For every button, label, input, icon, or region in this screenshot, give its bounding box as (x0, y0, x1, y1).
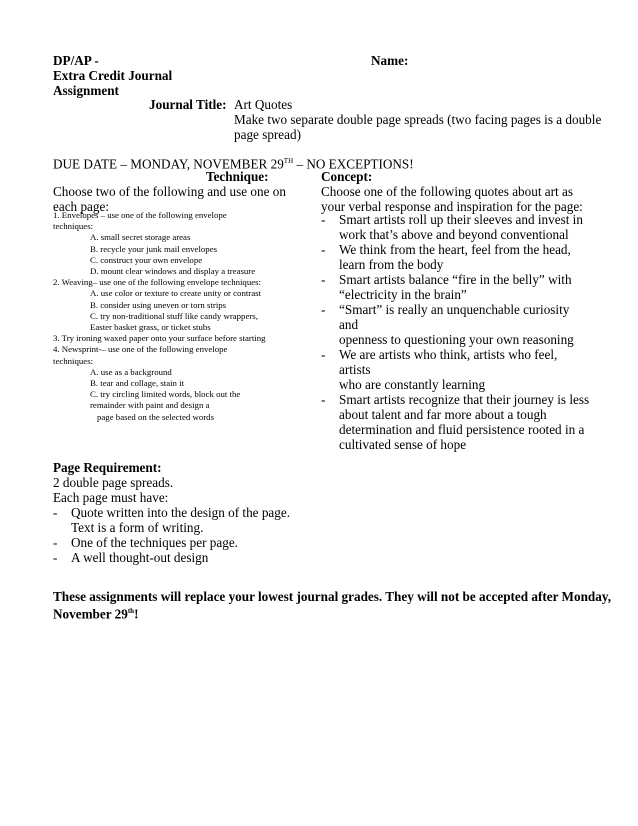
weaving-item-cont: Easter basket grass, or ticket stubs (90, 322, 211, 333)
quote-line: about talent and far more about a tough (339, 407, 547, 422)
technique-list (53, 210, 323, 423)
quote-line: We are artists who think, artists who feel, artists (339, 347, 558, 377)
due-date-superscript: TH (283, 157, 294, 165)
envelopes-line2: techniques: (53, 221, 94, 232)
requirement-line: Text is a form of writing. (71, 520, 204, 535)
journal-title-label: Journal Title: (149, 97, 227, 112)
assignment-title-line2: Assignment (53, 83, 119, 98)
quote-line: who are constantly learning (339, 377, 486, 392)
newsprint-line1: 4. Newsprint-– use one of the following envelope (53, 344, 228, 355)
quote-line: openness to questioning your own reasoning (339, 332, 574, 347)
journal-title-value: Art Quotes (234, 97, 293, 112)
due-date-suffix: – NO EXCEPTIONS! (293, 156, 414, 172)
envelopes-item: A. small secret storage areas (90, 232, 191, 243)
envelopes-item: D. mount clear windows and display a treasure (90, 266, 256, 277)
weaving-item: C. try non-traditional stuff like candy wrappers, (90, 310, 258, 321)
weaving-line: 2. Weaving– use one of the following envelope techniques: (53, 277, 262, 288)
requirement-line2: Each page must have: (53, 490, 169, 505)
footer-superscript: th (127, 607, 135, 615)
quote-line: learn from the body (339, 257, 444, 272)
quote-item (321, 347, 591, 392)
quote-line: Smart artists recognize that their journey is less (339, 392, 590, 407)
requirement-item (53, 550, 353, 565)
quote-line: Smart artists roll up their sleeves and invest in (339, 212, 583, 227)
newsprint-item-cont: remainder with paint and design a (90, 400, 210, 411)
quote-item (321, 242, 591, 272)
quote-item (321, 302, 591, 347)
newsprint-line2: techniques: (53, 355, 94, 366)
weaving-item: B. consider using uneven or torn strips (90, 299, 227, 310)
footer-note (53, 589, 612, 622)
course-code: DP/AP - (53, 53, 99, 68)
weaving-item: A. use color or texture to create unity or contrast (90, 288, 261, 299)
quote-dash: - (321, 347, 326, 362)
concept-intro-line2: your verbal response and inspiration for the page: (321, 199, 583, 214)
quote-item (321, 212, 591, 242)
newsprint-item-cont: page based on the selected words (97, 411, 215, 422)
quote-dash: - (321, 242, 326, 257)
due-date-text: DUE DATE – MONDAY, NOVEMBER 29 (53, 156, 284, 172)
requirement-item (53, 535, 353, 550)
concept-intro-line1: Choose one of the following quotes about art as (321, 184, 573, 199)
footer-date: November 29 (53, 606, 128, 622)
requirement-line: One of the techniques per page. (71, 535, 238, 550)
instructions-line2: page spread) (234, 127, 301, 142)
requirement-item (53, 505, 353, 535)
quote-line: Smart artists balance “fire in the belly” with (339, 272, 572, 287)
instructions-line1: Make two separate double page spreads (two facing pages is a double (234, 112, 602, 127)
name-label: Name: (371, 53, 409, 68)
quote-dash: - (321, 302, 326, 317)
newsprint-item: C. try circling limited words, block out the (90, 389, 241, 400)
envelopes-item: C. construct your own envelope (90, 254, 203, 265)
quote-line: “Smart” is really an unquenchable curiosity and (339, 302, 570, 332)
quote-line: cultivated sense of hope (339, 437, 467, 452)
requirement-heading: Page Requirement: (53, 460, 162, 475)
footer-line1: These assignments will replace your lowest journal grades. They will not be accepted after Monday, (53, 589, 612, 604)
technique-intro-line1: Choose two of the following and use one on (53, 184, 286, 199)
quote-dash: - (321, 272, 326, 287)
footer-line2 (53, 604, 603, 621)
technique-heading: Technique: (206, 169, 269, 184)
quote-dash: - (321, 212, 326, 227)
ironing-line: 3. Try ironing waxed paper onto your surface before starting (53, 333, 266, 344)
requirement-section (53, 460, 353, 565)
envelopes-item: B. recycle your junk mail envelopes (90, 243, 218, 254)
quote-item (321, 272, 591, 302)
quote-item (321, 392, 591, 452)
technique-intro-line2: each page: (53, 199, 110, 214)
requirement-line: A well thought-out design (71, 550, 209, 565)
concept-heading: Concept: (321, 169, 373, 184)
quote-line: “electricity in the brain” (339, 287, 467, 302)
newsprint-item: A. use as a background (90, 366, 172, 377)
requirement-line1: 2 double page spreads. (53, 475, 174, 490)
quote-line: determination and fluid persistence rooted in a (339, 422, 585, 437)
envelopes-line1: 1. Envelopes – use one of the following envelope (53, 210, 227, 220)
quote-line: work that’s above and beyond conventional (339, 227, 569, 242)
footer-exclaim: ! (134, 606, 139, 622)
quote-list (321, 212, 591, 452)
requirement-dash: - (53, 505, 58, 520)
quote-line: We think from the heart, feel from the head, (339, 242, 571, 257)
requirement-line: Quote written into the design of the page. (71, 505, 291, 520)
quote-dash: - (321, 392, 326, 407)
requirement-dash: - (53, 550, 58, 565)
assignment-title-line1: Extra Credit Journal (53, 68, 173, 83)
newsprint-item: B. tear and collage, stain it (90, 378, 185, 389)
requirement-dash: - (53, 535, 58, 550)
